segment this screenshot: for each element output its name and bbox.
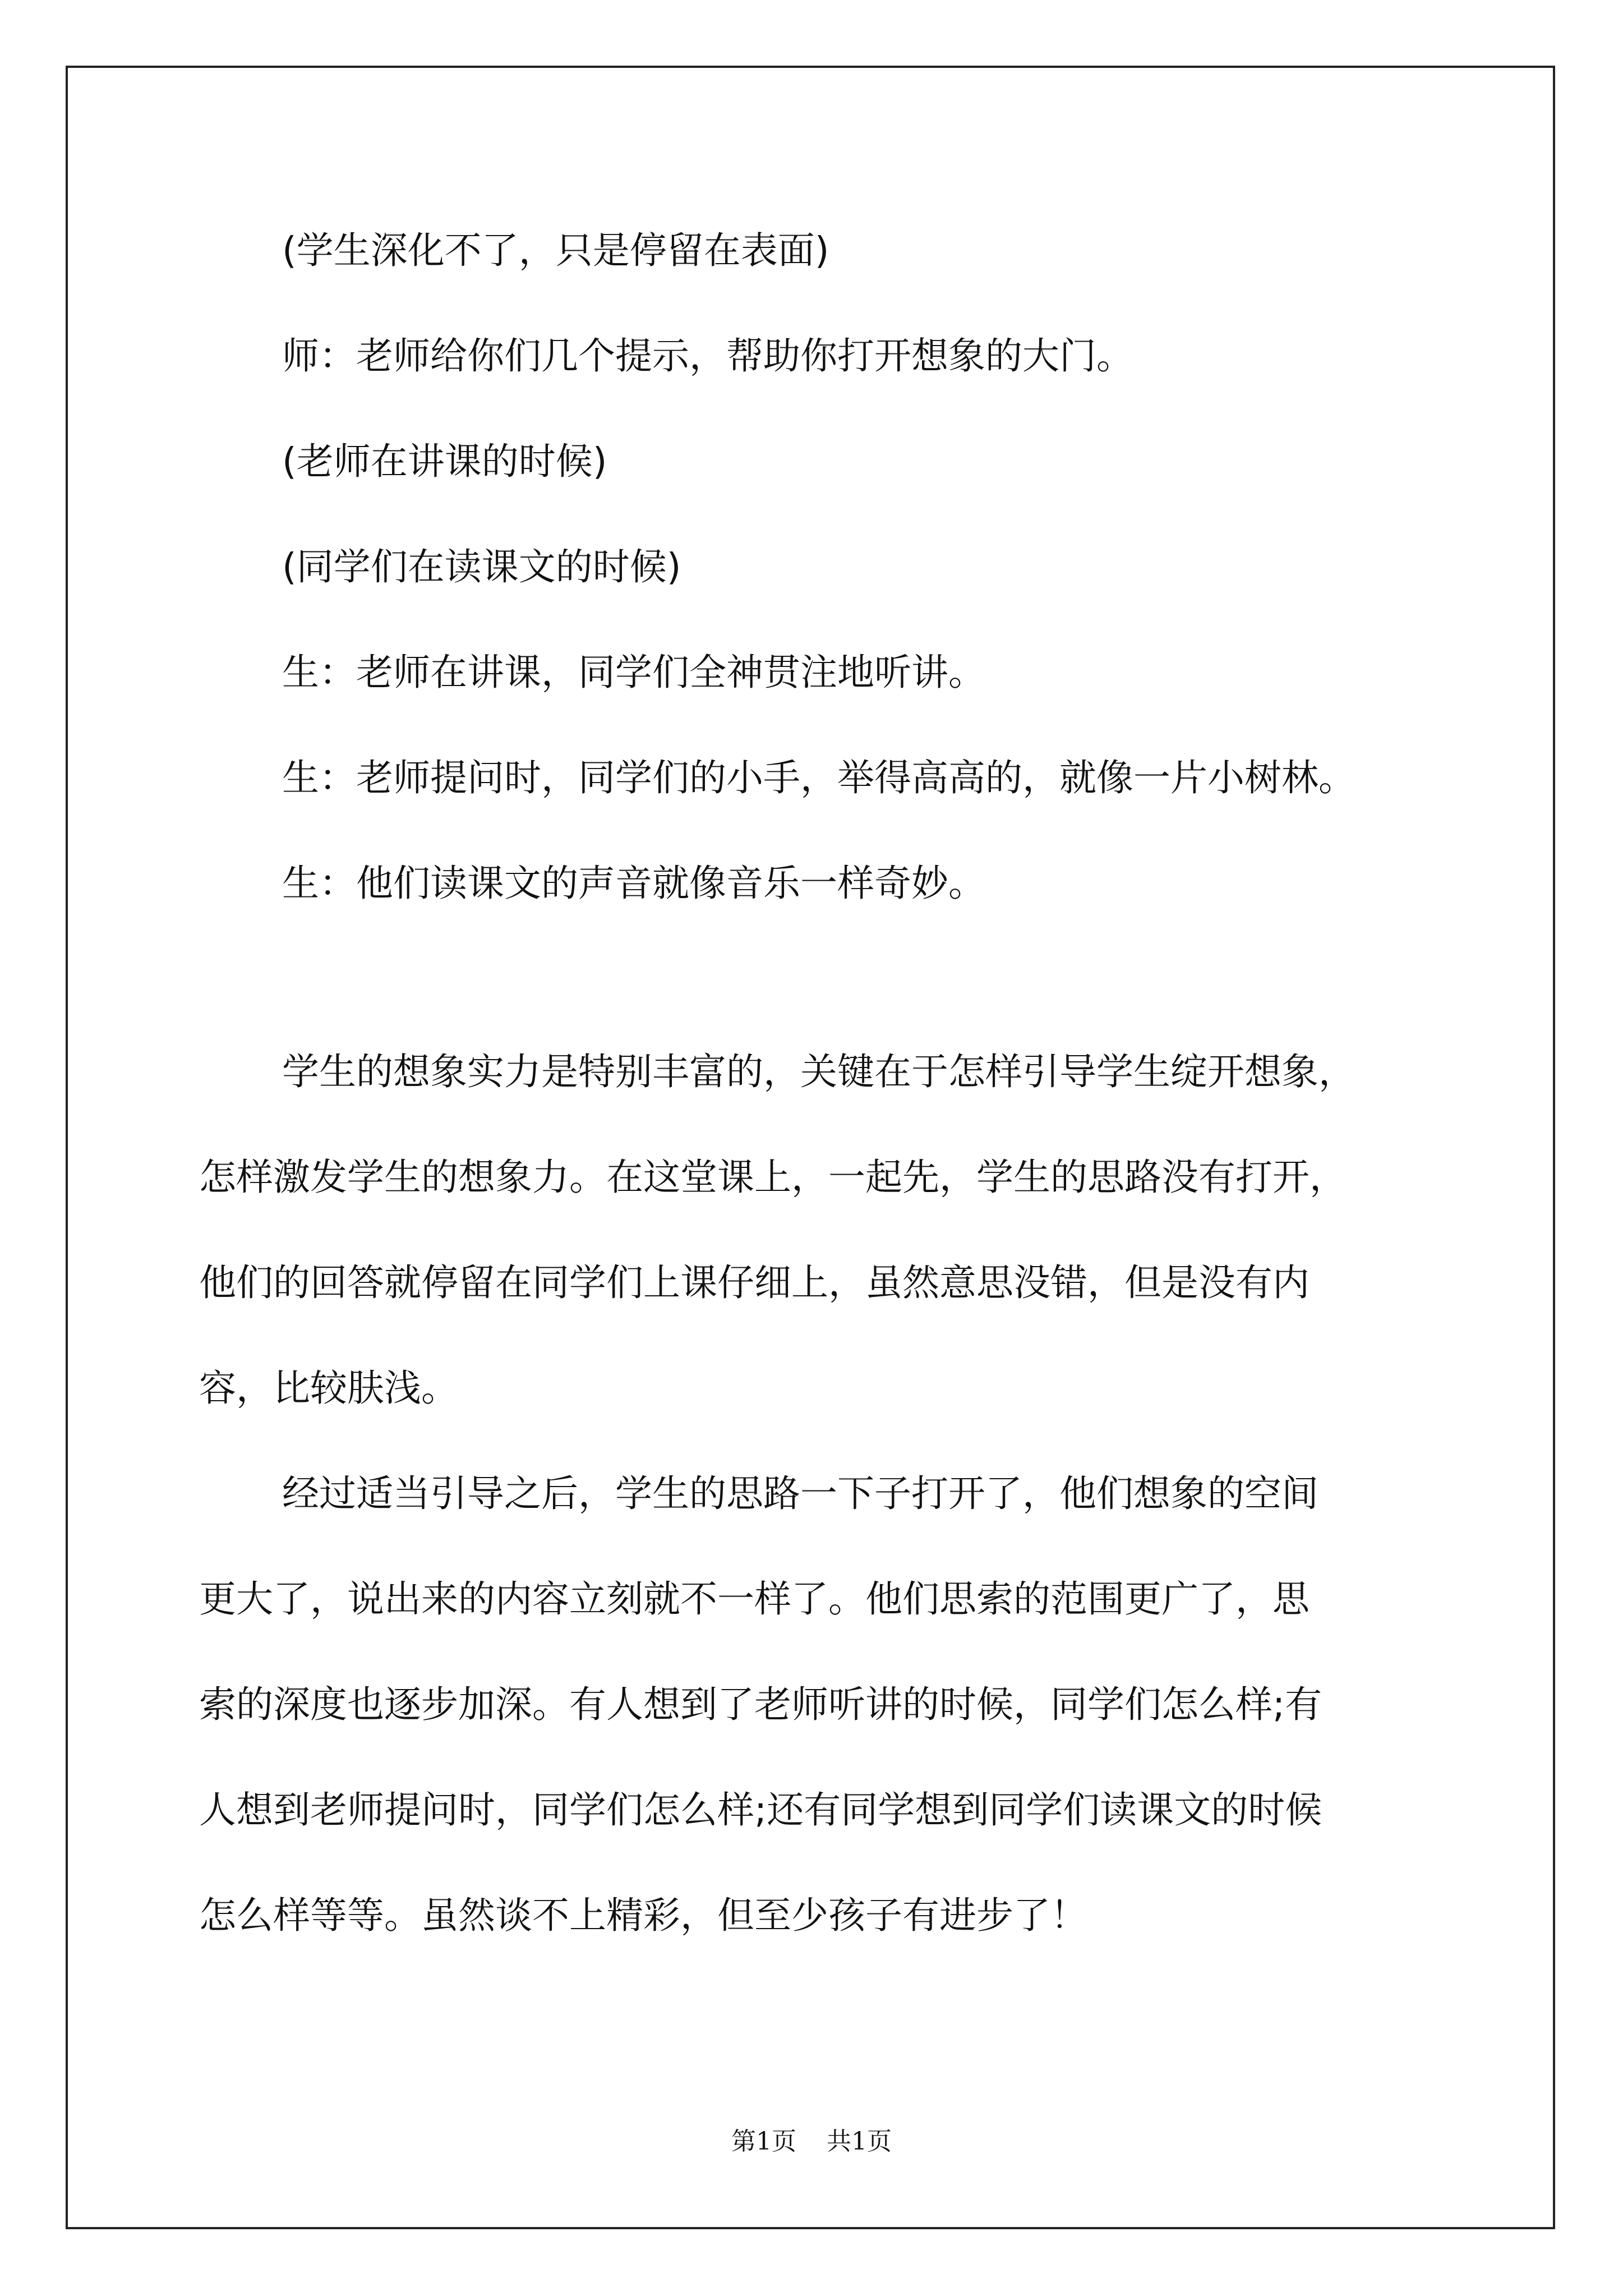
- paragraph-line: 怎样激发学生的想象力。在这堂课上，一起先，学生的思路没有打开，: [199, 1156, 1347, 1199]
- dialogue-line: 生：老师提问时，同学们的小手，举得高高的，就像一片小树林。: [282, 756, 1355, 799]
- paragraph-line: 他们的回答就停留在同学们上课仔细上，虽然意思没错，但是没有内: [199, 1261, 1310, 1304]
- dialogue-line: 生：他们读课文的声音就像音乐一样奇妙。: [282, 862, 985, 905]
- total-pages: 共1页: [827, 2127, 892, 2156]
- dialogue-line: 生：老师在讲课，同学们全神贯注地听讲。: [282, 651, 985, 694]
- dialogue-line: (学生深化不了，只是停留在表面): [282, 229, 829, 272]
- dialogue-line: (同学们在读课文的时候): [282, 545, 681, 588]
- paragraph-line: 学生的想象实力是特别丰富的，关键在于怎样引导学生绽开想象，: [282, 1050, 1355, 1093]
- paragraph-line: 更大了，说出来的内容立刻就不一样了。他们思索的范围更广了，思: [199, 1577, 1310, 1621]
- page-number: 第1页: [731, 2127, 796, 2156]
- page-footer: [0, 2129, 1623, 2154]
- dialogue-line: 师：老师给你们几个提示，帮助你打开想象的大门。: [282, 334, 1133, 378]
- paragraph-line: 索的深度也逐步加深。有人想到了老师听讲的时候，同学们怎么样;有: [199, 1683, 1322, 1726]
- paragraph-line: 经过适当引导之后，学生的思路一下子打开了，他们想象的空间: [282, 1472, 1318, 1515]
- paragraph-line: 人想到老师提问时，同学们怎么样;还有同学想到同学们读课文的时候: [199, 1788, 1322, 1832]
- dialogue-line: (老师在讲课的时候): [282, 440, 607, 483]
- paragraph-line: 怎么样等等。虽然谈不上精彩，但至少孩子有进步了！: [199, 1894, 1087, 1937]
- paragraph-line: 容，比较肤浅。: [199, 1366, 458, 1410]
